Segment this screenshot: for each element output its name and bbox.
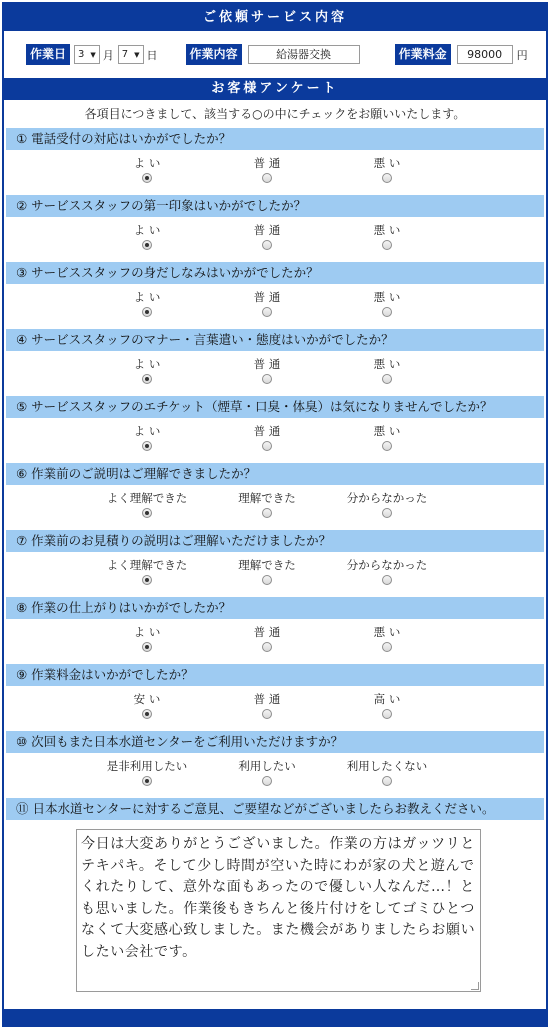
option-label: 分からなかった — [346, 558, 428, 572]
answer-option[interactable] — [327, 424, 447, 451]
answer-option[interactable] — [87, 491, 207, 518]
option-label: 悪 い — [373, 424, 401, 438]
comment-textarea[interactable] — [76, 829, 481, 992]
answer-options — [4, 552, 546, 597]
question-text: ④ サービススタッフのマナー・言葉遣い・態度はいかがでしたか？ — [6, 329, 544, 351]
radio-button[interactable] — [262, 307, 272, 317]
question-text: ⑤ サービススタッフのエチケット（煙草・口臭・体臭）は気になりませんでしたか？ — [6, 396, 544, 418]
question-text: ⑦ 作業前のお見積りの説明はご理解いただけましたか？ — [6, 530, 544, 552]
answer-option[interactable] — [87, 625, 207, 652]
option-label: 分からなかった — [346, 491, 428, 505]
option-label: 普 通 — [253, 692, 281, 706]
month-unit: 月 — [102, 48, 114, 62]
radio-button[interactable] — [382, 307, 392, 317]
option-label: 悪 い — [373, 223, 401, 237]
comment-area — [4, 820, 546, 1002]
work-fee-label: 作業料金 — [395, 44, 451, 65]
option-label: よ い — [133, 223, 161, 237]
work-content-field[interactable]: 給湯器交換 — [248, 45, 360, 64]
answer-option[interactable] — [327, 156, 447, 183]
radio-button[interactable] — [382, 173, 392, 183]
question-text: ⑪ 日本水道センターに対するご意見、ご要望などがございましたらお教えください。 — [6, 798, 544, 820]
answer-option[interactable] — [327, 692, 447, 719]
option-label: 普 通 — [253, 424, 281, 438]
option-label: 是非利用したい — [106, 759, 188, 773]
fee-unit: 円 — [516, 48, 528, 62]
radio-button[interactable] — [262, 441, 272, 451]
option-label: 普 通 — [253, 357, 281, 371]
option-label: 普 通 — [253, 625, 281, 639]
question-11 — [4, 798, 546, 1002]
day-value: 7 — [121, 49, 129, 60]
work-content-label: 作業内容 — [186, 44, 242, 65]
option-label: 普 通 — [253, 156, 281, 170]
answer-options — [4, 418, 546, 463]
answer-option[interactable] — [87, 156, 207, 183]
option-label: よ い — [133, 290, 161, 304]
radio-button[interactable] — [382, 575, 392, 585]
answer-option[interactable] — [207, 692, 327, 719]
radio-button[interactable] — [142, 575, 152, 585]
question-text: ② サービススタッフの第一印象はいかがでしたか？ — [6, 195, 544, 217]
month-select[interactable] — [74, 45, 100, 64]
radio-button[interactable] — [262, 508, 272, 518]
answer-option[interactable] — [207, 357, 327, 384]
answer-options — [4, 686, 546, 731]
question-text: ⑧ 作業の仕上がりはいかがでしたか？ — [6, 597, 544, 619]
question-list — [4, 128, 546, 798]
radio-button[interactable] — [142, 374, 152, 384]
service-header — [4, 4, 546, 31]
question-7 — [4, 530, 546, 597]
answer-option[interactable] — [327, 357, 447, 384]
radio-button[interactable] — [382, 441, 392, 451]
question-9 — [4, 664, 546, 731]
answer-option[interactable] — [87, 759, 207, 786]
option-label: 普 通 — [253, 223, 281, 237]
service-header-title: ご依頼サービス内容 — [202, 10, 347, 25]
radio-button[interactable] — [142, 709, 152, 719]
radio-button[interactable] — [142, 173, 152, 183]
answer-option[interactable] — [87, 424, 207, 451]
work-date-label: 作業日 — [26, 44, 70, 65]
radio-button[interactable] — [142, 307, 152, 317]
answer-options — [4, 485, 546, 530]
answer-option[interactable] — [327, 290, 447, 317]
question-5 — [4, 396, 546, 463]
radio-button[interactable] — [262, 776, 272, 786]
answer-option[interactable] — [207, 491, 327, 518]
option-label: 利用したい — [238, 759, 296, 773]
question-4 — [4, 329, 546, 396]
radio-button[interactable] — [262, 642, 272, 652]
answer-options — [4, 150, 546, 195]
question-text: ⑨ 作業料金はいかがでしたか？ — [6, 664, 544, 686]
day-unit: 日 — [146, 48, 158, 62]
question-text: ⑩ 次回もまた日本水道センターをご利用いただけますか？ — [6, 731, 544, 753]
option-label: よく理解できた — [106, 558, 188, 572]
answer-options — [4, 619, 546, 664]
answer-options — [4, 217, 546, 262]
survey-form — [2, 2, 548, 1027]
question-10 — [4, 731, 546, 798]
option-label: 安 い — [133, 692, 161, 706]
option-label: 悪 い — [373, 357, 401, 371]
option-label: よ い — [133, 424, 161, 438]
option-label: よ い — [133, 357, 161, 371]
answer-option[interactable] — [207, 156, 327, 183]
answer-option[interactable] — [207, 759, 327, 786]
answer-option[interactable] — [327, 491, 447, 518]
radio-button[interactable] — [142, 441, 152, 451]
answer-option[interactable] — [207, 558, 327, 585]
radio-button[interactable] — [262, 173, 272, 183]
answer-option[interactable] — [87, 357, 207, 384]
survey-header — [4, 78, 546, 100]
answer-option[interactable] — [87, 558, 207, 585]
radio-button[interactable] — [382, 776, 392, 786]
radio-button[interactable] — [142, 642, 152, 652]
option-label: 高 い — [373, 692, 401, 706]
question-6 — [4, 463, 546, 530]
radio-button[interactable] — [262, 575, 272, 585]
answer-option[interactable] — [87, 290, 207, 317]
option-label: 悪 い — [373, 290, 401, 304]
option-label: 悪 い — [373, 156, 401, 170]
option-label: 理解できた — [238, 491, 296, 505]
question-text: ① 電話受付の対応はいかがでしたか？ — [6, 128, 544, 150]
month-value: 3 — [78, 49, 85, 60]
service-details-row — [4, 31, 546, 78]
day-select[interactable] — [118, 45, 144, 64]
survey-instruction: 各項目につきまして、該当する○の中にチェックをお願いいたします。 — [84, 107, 466, 121]
radio-button[interactable] — [382, 508, 392, 518]
resize-handle-icon[interactable] — [471, 982, 479, 990]
answer-option[interactable] — [327, 759, 447, 786]
footer-band — [4, 1009, 546, 1025]
option-label: よく理解できた — [106, 491, 188, 505]
answer-option[interactable] — [327, 625, 447, 652]
answer-option[interactable] — [327, 558, 447, 585]
question-8 — [4, 597, 546, 664]
answer-option[interactable] — [207, 223, 327, 250]
question-3 — [4, 262, 546, 329]
option-label: 利用したくない — [346, 759, 428, 773]
radio-button[interactable] — [142, 240, 152, 250]
work-fee-field[interactable]: 98000 — [457, 45, 513, 64]
option-label: 普 通 — [253, 290, 281, 304]
answer-options — [4, 753, 546, 798]
answer-option[interactable] — [207, 625, 327, 652]
answer-option[interactable] — [207, 290, 327, 317]
answer-options — [4, 351, 546, 396]
radio-button[interactable] — [382, 642, 392, 652]
radio-button[interactable] — [382, 709, 392, 719]
answer-option[interactable] — [327, 223, 447, 250]
question-1 — [4, 128, 546, 195]
radio-button[interactable] — [262, 240, 272, 250]
question-text: ③ サービススタッフの身だしなみはいかがでしたか？ — [6, 262, 544, 284]
chevron-down-icon: ▼ — [134, 50, 140, 59]
radio-button[interactable] — [382, 374, 392, 384]
answer-option[interactable] — [207, 424, 327, 451]
comment-text: 今日は大変ありがとうございました。作業の方はガッツリとテキパキ。そして少し時間が空いた時にわが家の犬と遊んでくれたりして、意外な面もあったので優しい人なんだ…！とも思いました。作業後もきちんと後片付けをしてゴミひとつなくて大変感心致しました。また機会がありましたらお願いしたい会社です。 — [81, 836, 476, 960]
radio-button[interactable] — [262, 374, 272, 384]
question-2 — [4, 195, 546, 262]
answer-option[interactable] — [87, 223, 207, 250]
radio-button[interactable] — [142, 776, 152, 786]
answer-options — [4, 284, 546, 329]
radio-button[interactable] — [262, 709, 272, 719]
option-label: よ い — [133, 625, 161, 639]
option-label: 悪 い — [373, 625, 401, 639]
radio-button[interactable] — [382, 240, 392, 250]
option-label: 理解できた — [238, 558, 296, 572]
chevron-down-icon: ▼ — [90, 50, 96, 59]
radio-button[interactable] — [142, 508, 152, 518]
question-text: ⑥ 作業前のご説明はご理解できましたか？ — [6, 463, 544, 485]
answer-option[interactable] — [87, 692, 207, 719]
survey-header-title: お客様アンケート — [211, 81, 339, 96]
option-label: よ い — [133, 156, 161, 170]
